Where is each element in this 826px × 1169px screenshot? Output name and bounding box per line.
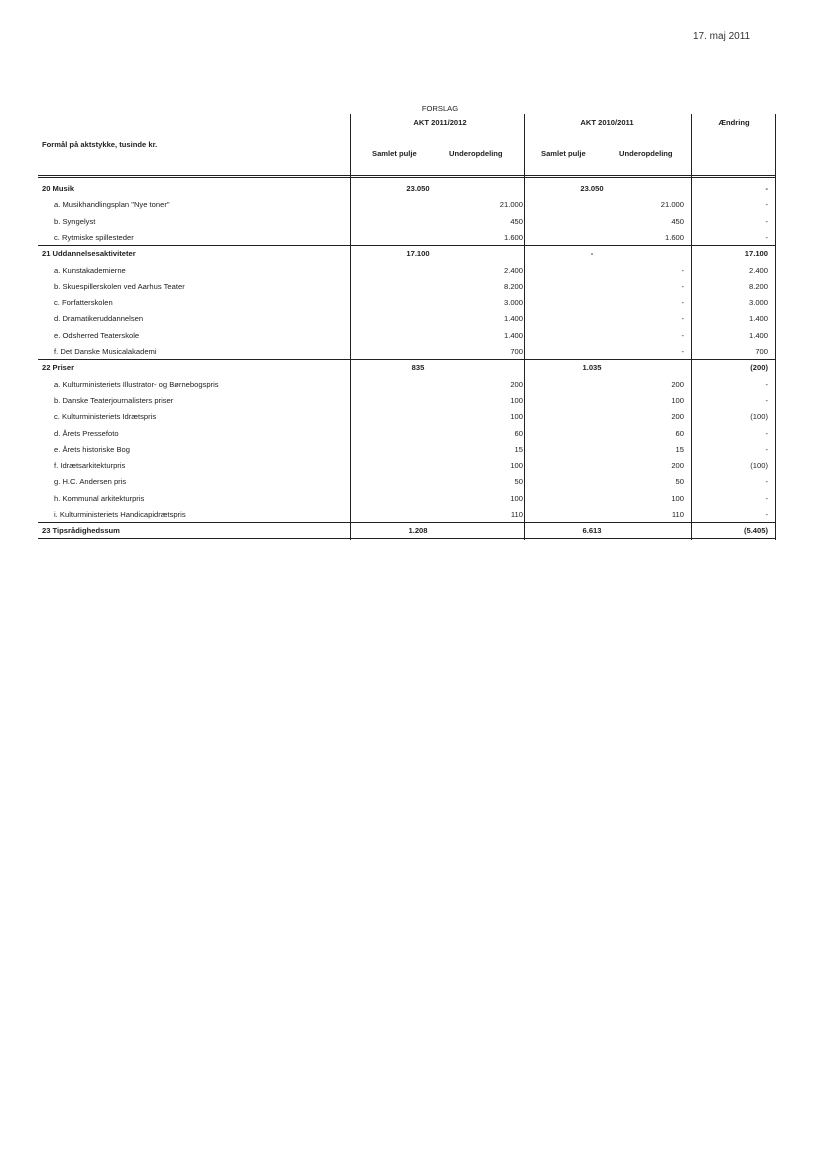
cell-aendring: - (765, 428, 768, 438)
cell-underopdeling-new: 50 (514, 477, 523, 487)
row-label: g. H.C. Andersen pris (54, 477, 127, 487)
table-row (38, 295, 776, 311)
table-row (38, 377, 776, 393)
row-label: e. Årets historiske Bog (54, 444, 130, 454)
cell-aendring: (200) (750, 363, 768, 373)
table-row (38, 409, 776, 425)
table-row (38, 393, 776, 409)
cell-samlet-pulje-old: - (590, 249, 594, 259)
header-samlet-pulje-old: Samlet pulje (541, 149, 586, 158)
table-section-row (38, 360, 776, 376)
cell-underopdeling-old: 1.600 (664, 232, 684, 242)
cell-underopdeling-old: 50 (675, 477, 684, 487)
cell-underopdeling-old: - (681, 298, 684, 308)
table-section-row (38, 246, 776, 262)
cell-underopdeling-new: 3.000 (503, 298, 523, 308)
cell-underopdeling-old: 110 (671, 510, 684, 519)
row-label: a. Musikhandlingsplan "Nye toner" (54, 200, 170, 210)
cell-samlet-pulje-old: 6.613 (582, 526, 602, 536)
row-label: b. Danske Teaterjournalisters priser (54, 395, 174, 405)
cell-aendring: - (765, 216, 768, 226)
cell-underopdeling-old: 100 (671, 493, 684, 503)
cell-underopdeling-old: 100 (671, 395, 684, 405)
cell-aendring: 1.400 (748, 314, 768, 324)
cell-aendring: - (765, 510, 768, 519)
cell-aendring: (5.405) (743, 526, 768, 536)
cell-underopdeling-new: 1.400 (503, 314, 523, 324)
cell-aendring: - (765, 379, 768, 389)
row-label: i. Kulturministeriets Handicapidrætspris (54, 510, 186, 519)
row-label: f. Idrætsarkitekturpris (54, 461, 126, 471)
row-label: b. Syngelyst (54, 216, 96, 226)
cell-underopdeling-old: - (681, 265, 684, 275)
cell-aendring: 8.200 (748, 281, 768, 291)
cell-underopdeling-old: 450 (671, 216, 684, 226)
cell-samlet-pulje-old: 23.050 (580, 184, 604, 193)
cell-samlet-pulje-old: 1.035 (582, 363, 602, 373)
table-row (38, 328, 776, 344)
cell-aendring: - (765, 493, 768, 503)
header-rule (38, 177, 776, 178)
cell-underopdeling-new: 700 (510, 347, 523, 356)
table-row (38, 214, 776, 230)
row-label: a. Kulturministeriets Illustrator- og Børnebogspris (54, 379, 219, 389)
table-row (38, 230, 776, 246)
row-label: h. Kommunal arkitekturpris (54, 493, 145, 503)
header-formaal: Formål på aktstykke, tusinde kr. (42, 140, 158, 149)
table-row (38, 474, 776, 490)
cell-aendring: 2.400 (748, 265, 768, 275)
cell-underopdeling-new: 450 (510, 216, 523, 226)
row-label: d. Årets Pressefoto (54, 428, 119, 438)
row-label: 23 Tipsrådighedssum (42, 526, 120, 536)
header-underopdeling-new: Underopdeling (449, 149, 503, 158)
cell-underopdeling-old: 200 (671, 412, 684, 422)
table-row (38, 263, 776, 279)
row-label: c. Kulturministeriets Idrætspris (54, 412, 157, 422)
table-row (38, 279, 776, 295)
row-label: d. Dramatikeruddannelsen (54, 314, 144, 324)
cell-underopdeling-old: 200 (671, 379, 684, 389)
cell-aendring: - (765, 232, 768, 242)
cell-underopdeling-new: 1.600 (503, 232, 523, 242)
header-akt-new: AKT 2011/2012 (413, 118, 467, 127)
header-aendring: Ændring (718, 118, 750, 127)
table-row (38, 197, 776, 213)
cell-aendring: - (765, 184, 768, 193)
table-row (38, 458, 776, 474)
cell-samlet-pulje-new: 17.100 (406, 249, 430, 259)
cell-aendring: 1.400 (748, 330, 768, 340)
row-label: c. Forfatterskolen (54, 298, 113, 308)
cell-underopdeling-new: 100 (510, 395, 523, 405)
cell-underopdeling-old: - (681, 347, 684, 356)
table-section-row (38, 523, 776, 539)
cell-underopdeling-new: 100 (510, 412, 523, 422)
cell-underopdeling-new: 60 (514, 428, 523, 438)
cell-samlet-pulje-new: 23.050 (406, 184, 430, 193)
row-label: 22 Priser (42, 363, 75, 373)
cell-samlet-pulje-new: 835 (411, 363, 425, 373)
cell-aendring: - (765, 200, 768, 210)
cell-underopdeling-new: 8.200 (503, 281, 523, 291)
table-row (38, 311, 776, 327)
cell-aendring: 3.000 (748, 298, 768, 308)
row-label: e. Odsherred Teaterskole (54, 330, 140, 340)
cell-aendring: - (765, 477, 768, 487)
cell-underopdeling-new: 15 (514, 444, 523, 454)
header-samlet-pulje-new: Samlet pulje (372, 149, 417, 158)
header-underopdeling-old: Underopdeling (619, 149, 673, 158)
row-label: 21 Uddannelsesaktiviteter (42, 249, 136, 259)
cell-underopdeling-new: 1.400 (503, 330, 523, 340)
table-section-row (38, 181, 776, 197)
cell-underopdeling-old: - (681, 281, 684, 291)
cell-underopdeling-new: 100 (510, 461, 523, 471)
header-akt-old: AKT 2010/2011 (580, 118, 634, 127)
row-label: c. Rytmiske spillesteder (54, 232, 134, 242)
row-label: 20 Musik (42, 184, 75, 193)
row-label: a. Kunstakademierne (54, 265, 126, 275)
cell-underopdeling-old: 15 (675, 444, 684, 454)
cell-underopdeling-old: - (681, 314, 684, 324)
cell-underopdeling-new: 200 (510, 379, 523, 389)
row-label: f. Det Danske Musicalakademi (54, 347, 157, 356)
cell-aendring: 17.100 (744, 249, 768, 259)
table-row (38, 507, 776, 523)
cell-aendring: - (765, 395, 768, 405)
cell-aendring: (100) (750, 461, 768, 471)
budget-table (38, 96, 776, 541)
row-label: b. Skuespillerskolen ved Aarhus Teater (54, 281, 185, 291)
cell-underopdeling-old: 200 (671, 461, 684, 471)
cell-underopdeling-old: 60 (675, 428, 684, 438)
table-row (38, 344, 776, 360)
header-forslag: FORSLAG (421, 104, 459, 113)
table-row (38, 426, 776, 442)
document-date: 17. maj 2011 (693, 31, 751, 42)
table-row (38, 491, 776, 507)
header-rule (38, 175, 776, 176)
cell-underopdeling-new: 2.400 (503, 265, 523, 275)
cell-underopdeling-new: 21.000 (499, 200, 523, 210)
section-rule (38, 538, 776, 539)
cell-underopdeling-old: - (681, 330, 684, 340)
cell-aendring: 700 (755, 347, 768, 356)
cell-samlet-pulje-new: 1.208 (408, 526, 428, 536)
cell-underopdeling-old: 21.000 (660, 200, 684, 210)
table-row (38, 442, 776, 458)
cell-aendring: - (765, 444, 768, 454)
cell-underopdeling-new: 100 (510, 493, 523, 503)
cell-underopdeling-new: 110 (510, 510, 523, 519)
cell-aendring: (100) (750, 412, 768, 422)
